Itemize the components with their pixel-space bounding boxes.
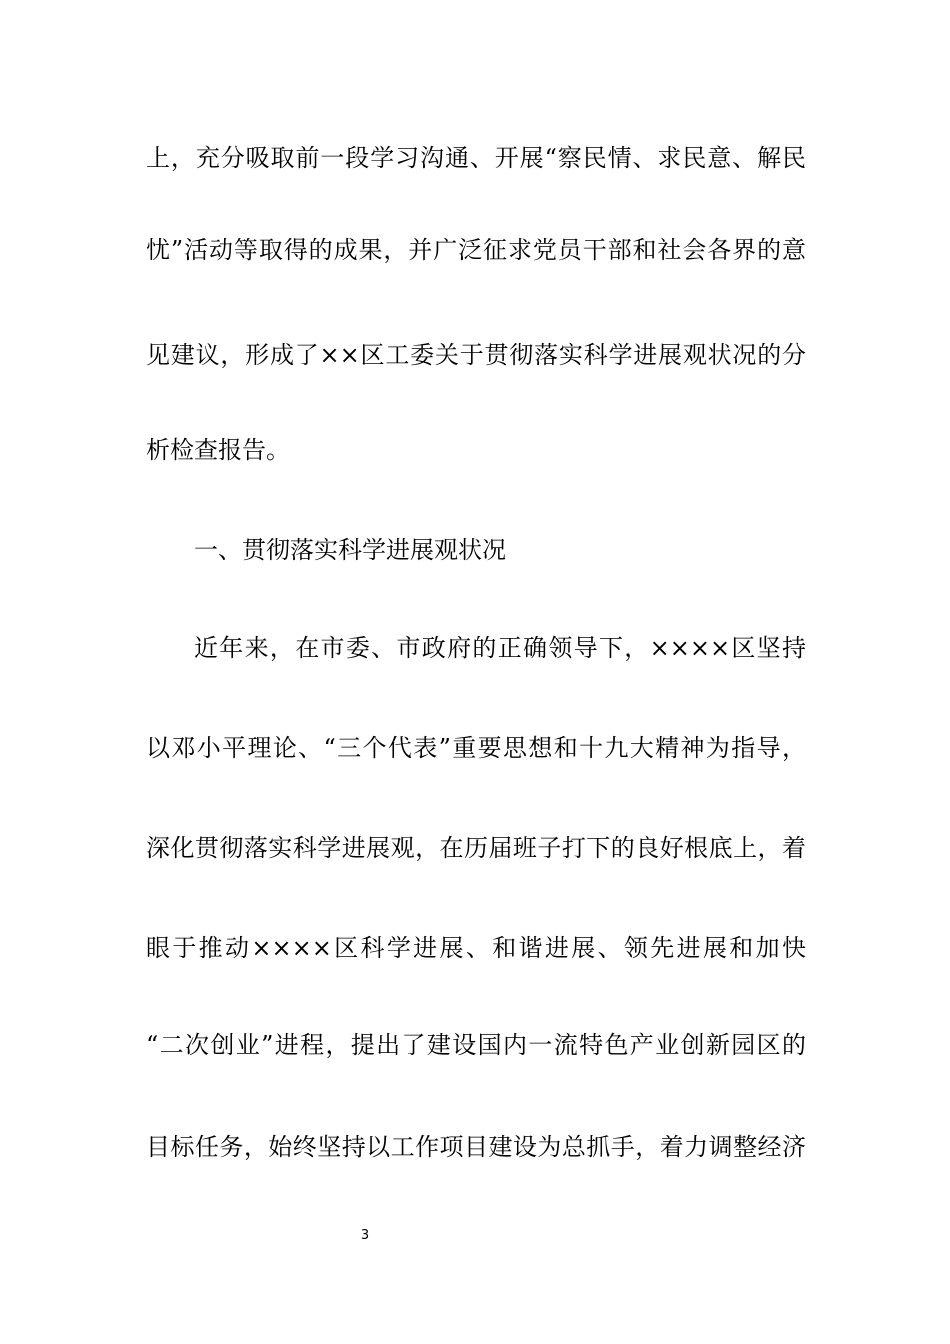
text-line-2: 忧”活动等取得的成果，并广泛征求党员干部和社会各界的意 bbox=[146, 236, 806, 264]
text-line-1: 上，充分吸取前一段学习沟通、开展“察民情、求民意、解民 bbox=[146, 144, 806, 172]
text-line-6: 近年来，在市委、市政府的正确领导下，××××区坚持 bbox=[194, 634, 806, 662]
text-line-9: 眼于推动××××区科学进展、和谐进展、领先进展和加快 bbox=[146, 934, 806, 962]
text-line-11: 目标任务，始终坚持以工作项目建设为总抓手，着力调整经济 bbox=[146, 1133, 806, 1161]
text-line-7: 以邓小平理论、“三个代表”重要思想和十九大精神为指导， bbox=[146, 734, 806, 762]
text-line-4: 析检查报告。 bbox=[146, 436, 290, 464]
text-line-10: “二次创业”进程，提出了建设国内一流特色产业创新园区的 bbox=[146, 1031, 806, 1059]
section-heading: 一、贯彻落实科学进展观状况 bbox=[194, 536, 506, 564]
text-line-3: 见建议，形成了××区工委关于贯彻落实科学进展观状况的分 bbox=[146, 341, 806, 369]
page-number: 3 bbox=[360, 1228, 370, 1243]
text-line-8: 深化贯彻落实科学进展观，在历届班子打下的良好根底上，着 bbox=[146, 834, 806, 862]
